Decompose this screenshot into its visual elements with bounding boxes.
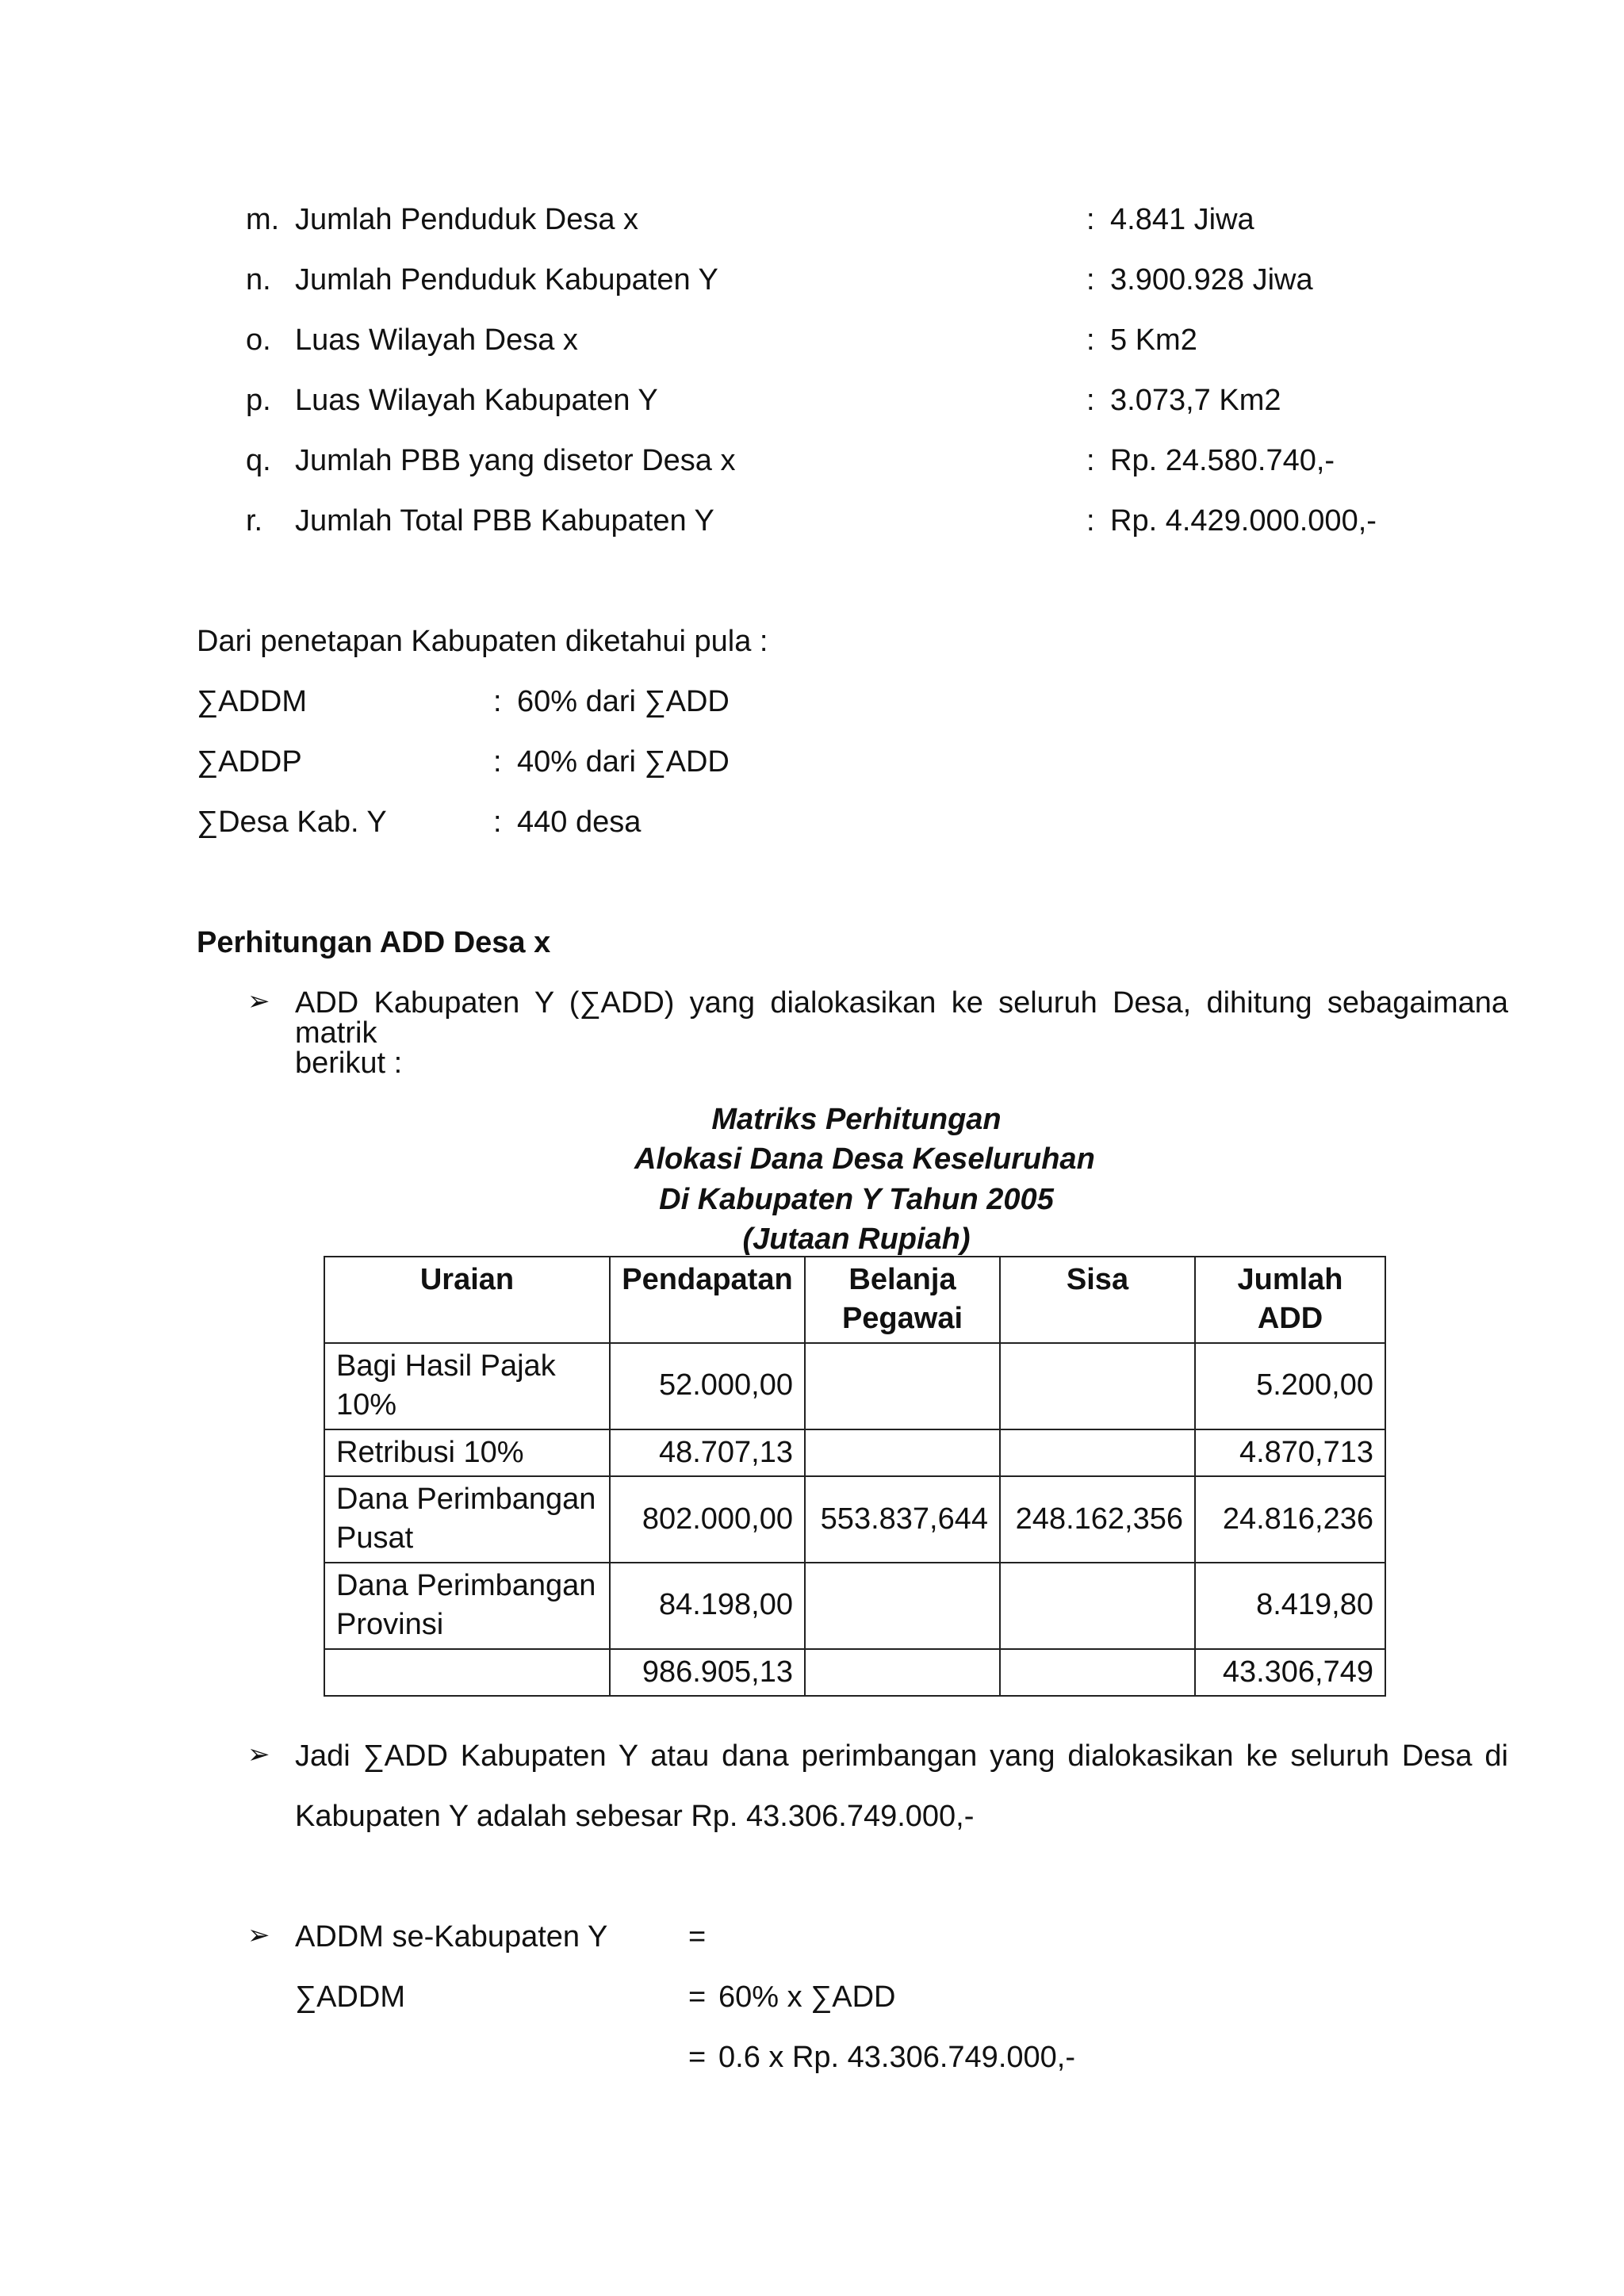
def-label: ∑Desa Kab. Y xyxy=(197,806,387,839)
item-value: 3.900.928 Jiwa xyxy=(1110,263,1313,297)
table-cell: 48.707,13 xyxy=(610,1429,805,1476)
item-letter: n. xyxy=(246,263,271,297)
item-text: Luas Wilayah Desa x xyxy=(295,323,578,357)
table-row xyxy=(324,1429,1385,1476)
item-letter: o. xyxy=(246,323,271,357)
table-cell: 4.870,713 xyxy=(1195,1429,1385,1476)
addm-sum-label: ∑ADDM xyxy=(295,1980,405,2014)
def-colon: : xyxy=(493,685,502,718)
item-value: 4.841 Jiwa xyxy=(1110,203,1254,236)
caption-line: Matriks Perhitungan xyxy=(711,1103,1002,1136)
table-cell: 553.837,644 xyxy=(805,1476,1000,1563)
item-value: 3.073,7 Km2 xyxy=(1110,384,1281,417)
table-cell xyxy=(805,1649,1000,1696)
bullet-text: ADD Kabupaten Y (∑ADD) yang dialokasikan ke seluruh Desa, dihitung sebagaimana matrik xyxy=(295,986,1508,1050)
equals-sign: = xyxy=(688,2041,707,2074)
table-cell: Bagi Hasil Pajak 10% xyxy=(324,1343,610,1429)
table-cell: 52.000,00 xyxy=(610,1343,805,1429)
item-colon: : xyxy=(1086,263,1095,297)
item-colon: : xyxy=(1086,444,1095,477)
def-value: 440 desa xyxy=(517,806,642,839)
item-text: Jumlah PBB yang disetor Desa x xyxy=(295,444,736,477)
def-colon: : xyxy=(493,745,502,779)
table-cell: Retribusi 10% xyxy=(324,1429,610,1476)
item-colon: : xyxy=(1086,323,1095,357)
item-letter: p. xyxy=(246,384,271,417)
equals-sign: = xyxy=(688,1980,707,2014)
bullet-text: Jadi ∑ADD Kabupaten Y atau dana perimbangan yang dialokasikan ke seluruh Desa di xyxy=(295,1739,1508,1773)
column-header: Sisa xyxy=(1000,1257,1195,1343)
item-letter: q. xyxy=(246,444,271,477)
def-colon: : xyxy=(493,806,502,839)
item-colon: : xyxy=(1086,203,1095,236)
addm-formula: 60% x ∑ADD xyxy=(718,1980,896,2014)
def-label: ∑ADDM xyxy=(197,685,307,718)
column-header: Uraian xyxy=(324,1257,610,1343)
allocation-matrix-table xyxy=(324,1256,1386,1697)
table-row xyxy=(324,1476,1385,1563)
addm-calculation: 0.6 x Rp. 43.306.749.000,- xyxy=(718,2041,1075,2074)
table-cell: Dana Perimbangan Pusat xyxy=(324,1476,610,1563)
column-header: Jumlah ADD xyxy=(1195,1257,1385,1343)
table-cell: 5.200,00 xyxy=(1195,1343,1385,1429)
table-cell: 8.419,80 xyxy=(1195,1563,1385,1649)
table-header-row xyxy=(324,1257,1385,1343)
arrow-bullet-icon: ➢ xyxy=(247,986,270,1016)
table-row xyxy=(324,1343,1385,1429)
table-row xyxy=(324,1563,1385,1649)
table-cell xyxy=(1000,1649,1195,1696)
table-total-row xyxy=(324,1649,1385,1696)
table-cell: 24.816,236 xyxy=(1195,1476,1385,1563)
table-cell xyxy=(1000,1563,1195,1649)
item-value: Rp. 24.580.740,- xyxy=(1110,444,1335,477)
addm-label: ADDM se-Kabupaten Y xyxy=(295,1920,608,1954)
table-cell xyxy=(1000,1343,1195,1429)
caption-line: Alokasi Dana Desa Keseluruhan xyxy=(634,1142,1095,1176)
equals-sign: = xyxy=(688,1920,707,1954)
table-cell xyxy=(805,1429,1000,1476)
item-text: Jumlah Total PBB Kabupaten Y xyxy=(295,504,714,538)
table-cell xyxy=(805,1343,1000,1429)
item-text: Jumlah Penduduk Desa x xyxy=(295,203,639,236)
kabupaten-intro: Dari penetapan Kabupaten diketahui pula : xyxy=(197,625,768,658)
section-title: Perhitungan ADD Desa x xyxy=(197,926,551,959)
table-cell: 802.000,00 xyxy=(610,1476,805,1563)
table-cell xyxy=(324,1649,610,1696)
item-value: 5 Km2 xyxy=(1110,323,1197,357)
caption-line: Di Kabupaten Y Tahun 2005 xyxy=(659,1183,1054,1216)
table-cell xyxy=(805,1563,1000,1649)
table-cell xyxy=(1000,1429,1195,1476)
bullet-text-continued: Kabupaten Y adalah sebesar Rp. 43.306.749.000,- xyxy=(295,1800,975,1833)
column-header: Pendapatan xyxy=(610,1257,805,1343)
item-letter: r. xyxy=(246,504,263,538)
table-cell: 43.306,749 xyxy=(1195,1649,1385,1696)
caption-line: (Jutaan Rupiah) xyxy=(742,1223,971,1256)
item-text: Luas Wilayah Kabupaten Y xyxy=(295,384,658,417)
column-header: Belanja Pegawai xyxy=(805,1257,1000,1343)
item-colon: : xyxy=(1086,504,1095,538)
arrow-bullet-icon: ➢ xyxy=(247,1739,270,1770)
def-value: 40% dari ∑ADD xyxy=(517,745,730,779)
table-cell: 84.198,00 xyxy=(610,1563,805,1649)
item-colon: : xyxy=(1086,384,1095,417)
table-cell: 248.162,356 xyxy=(1000,1476,1195,1563)
item-letter: m. xyxy=(246,203,280,236)
arrow-bullet-icon: ➢ xyxy=(247,1920,270,1950)
item-text: Jumlah Penduduk Kabupaten Y xyxy=(295,263,718,297)
table-cell: 986.905,13 xyxy=(610,1649,805,1696)
def-value: 60% dari ∑ADD xyxy=(517,685,730,718)
table-cell: Dana Perimbangan Provinsi xyxy=(324,1563,610,1649)
item-value: Rp. 4.429.000.000,- xyxy=(1110,504,1377,538)
def-label: ∑ADDP xyxy=(197,745,302,779)
bullet-text-continued: berikut : xyxy=(295,1047,403,1080)
